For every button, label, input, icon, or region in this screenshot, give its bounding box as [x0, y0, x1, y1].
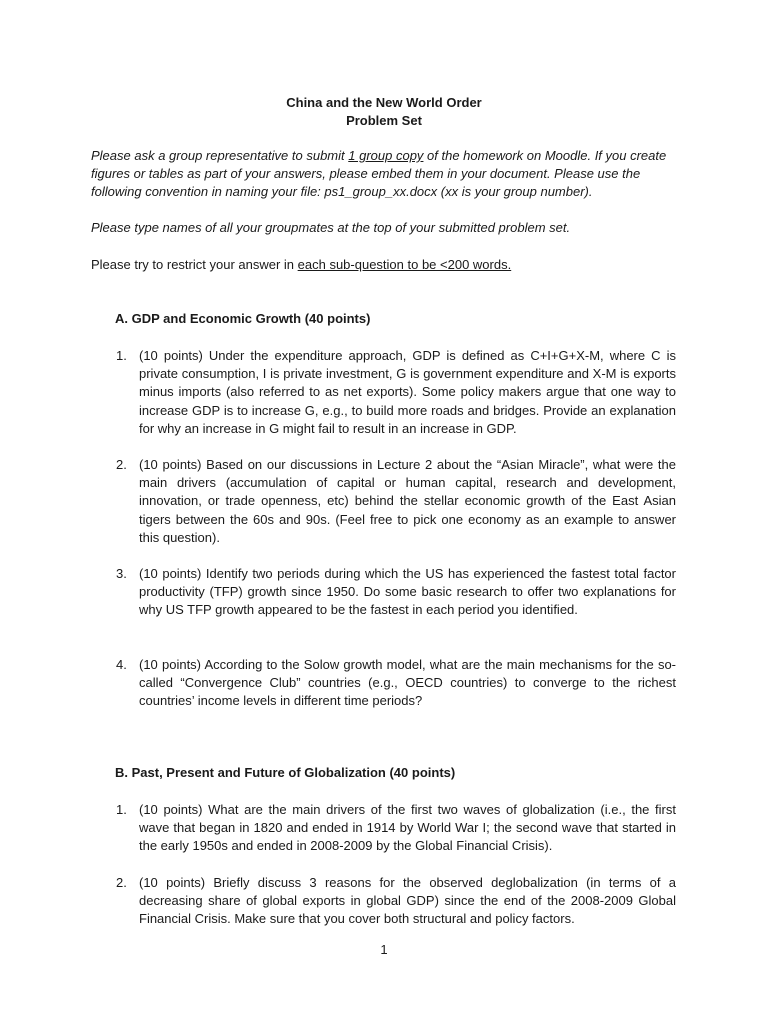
section-a-heading: A. GDP and Economic Growth (40 points) — [115, 311, 371, 326]
question-number: 1. — [116, 802, 127, 817]
question-text: (10 points) Under the expenditure approach, GDP is defined as C+I+G+X-M, where C is private consumption, I is private investment, G is government expenditure and X-M is exports minus imports (also referred to as net exports). Some policy makers argue that one way to increase GDP is to increase G, e.g., to build more roads and bridges. Provide an explanation for why an increase in G might fail to result in an increase in GDP. — [139, 348, 676, 436]
question-number: 4. — [116, 657, 127, 672]
question-number: 2. — [116, 457, 127, 472]
question-text: (10 points) Briefly discuss 3 reasons for the observed deglobalization (in terms of a decreasing share of global exports in global GDP) since the end of the 2008-2009 Global Financial Crisis. Make sure that you cover both structural and policy factors. — [139, 875, 676, 927]
groupmates-instruction: Please type names of all your groupmates at the top of your submitted problem set. — [91, 220, 571, 235]
question-text: (10 points) Based on our discussions in Lecture 2 about the “Asian Miracle”, what were the main drivers (accumulation of capital or human capital, research and development, innovation, or trade openness, etc) behind the stellar economic growth of the East Asian tigers between the 60s and 90s. (Feel free to pick one economy as an example to answer this question). — [139, 457, 676, 545]
word-limit-underlined: each sub-question to be <200 words. — [297, 257, 512, 272]
submission-instructions — [91, 147, 676, 202]
question-number: 2. — [116, 875, 127, 890]
question-text: (10 points) What are the main drivers of the first two waves of globalization (i.e., the first wave that began in 1820 and ended in 1914 by World War I; the second wave that started in the early 1950s and ended in 2008-2009 by the Global Financial Crisis). — [139, 802, 676, 854]
question-a4 — [116, 656, 676, 711]
submission-instructions-post: of the homework on Moodle. If you create figures or tables as part of your answers, please embed them in your document. Please use the following convention in naming your file: ps1_group_xx.docx (xx is your group number). — [91, 148, 667, 200]
question-a3 — [116, 565, 676, 620]
question-a2 — [116, 456, 676, 547]
document-title: China and the New World Order — [286, 95, 482, 110]
word-limit-instruction — [91, 256, 676, 274]
question-number: 3. — [116, 566, 127, 581]
document-subtitle: Problem Set — [346, 113, 422, 128]
question-a1 — [116, 347, 676, 438]
section-b-heading: B. Past, Present and Future of Globalization (40 points) — [115, 765, 456, 780]
question-text: (10 points) According to the Solow growth model, what are the main mechanisms for the so-called “Convergence Club” countries (e.g., OECD countries) to converge to the richest countries’ income levels in different time periods? — [139, 657, 676, 709]
question-b2 — [116, 874, 676, 929]
group-copy-text: 1 group copy — [348, 148, 424, 163]
submission-instructions-pre: Please ask a group representative to submit — [91, 148, 349, 163]
word-limit-pre: Please try to restrict your answer in — [91, 257, 298, 272]
question-number: 1. — [116, 348, 127, 363]
question-b1 — [116, 801, 676, 856]
question-text: (10 points) Identify two periods during which the US has experienced the fastest total factor productivity (TFP) growth since 1950. Do some basic research to offer two explanations for why US TFP growth appeared to be the fastest in each period you identified. — [139, 566, 676, 618]
page-number: 1 — [380, 942, 388, 957]
